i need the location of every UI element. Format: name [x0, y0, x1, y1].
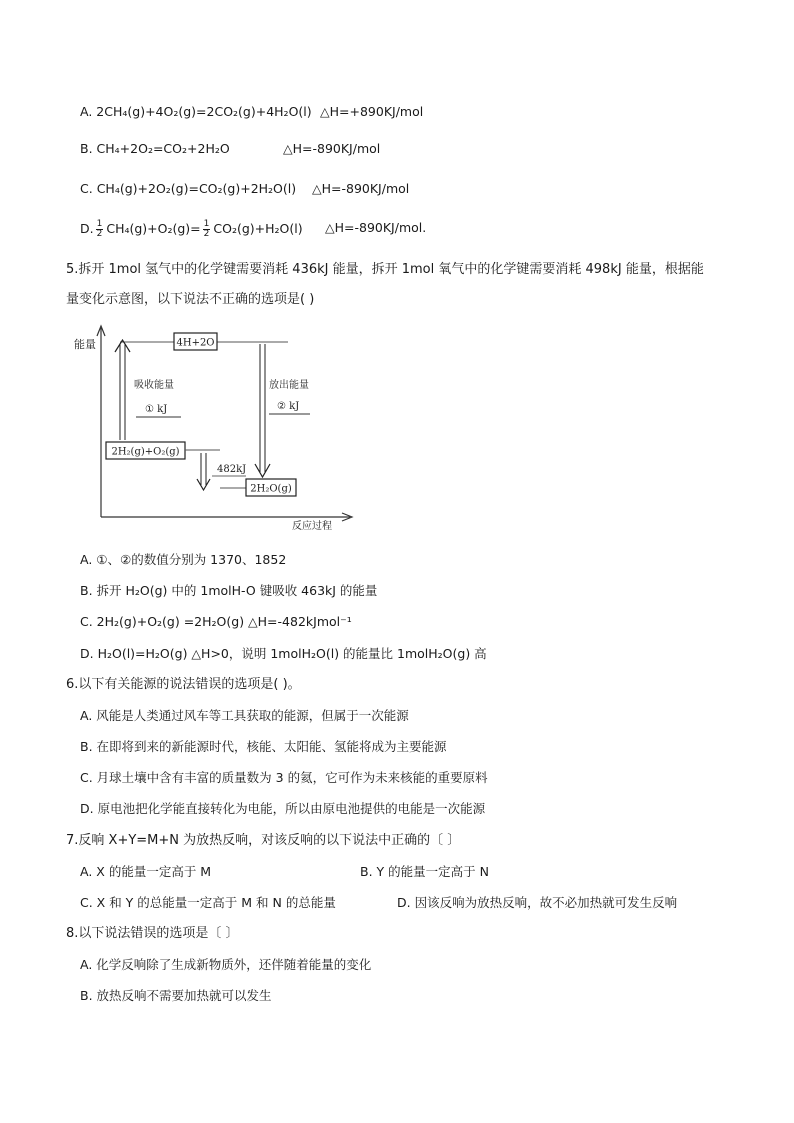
- q4-option-b-label: B.: [80, 141, 93, 156]
- delta-energy-label: 482kJ: [217, 464, 247, 475]
- q4-option-d-fraction-2: $\frac{1}{2}$: [203, 219, 210, 239]
- absorb-energy-value: ① kJ: [145, 404, 168, 415]
- q6-option-a: A. 风能是人类通过风车等工具获取的能源，但属于一次能源: [80, 708, 409, 723]
- bottom-box-label: 2H₂O(g): [250, 483, 292, 495]
- q4-option-c: [80, 181, 410, 197]
- q7-option-b: B. Y 的能量一定高于 N: [360, 864, 489, 879]
- q5-stem-line1: 5.拆开 1mol 氢气中的化学键需要消耗 436kJ 能量，拆开 1mol 氧气中的化学键需要消耗 498kJ 能量，根据能: [66, 262, 704, 277]
- q4-option-d-equation-part1: CH₄(g)+O₂(g)=: [106, 221, 201, 236]
- q7-option-c: C. X 和 Y 的总能量一定高于 M 和 N 的总能量: [80, 895, 336, 910]
- release-arrow-icon: [255, 464, 270, 477]
- q4-option-a-enthalpy: △H=+890KJ/mol: [320, 104, 424, 119]
- q4-option-d-enthalpy: △H=-890KJ/mol.: [325, 220, 427, 235]
- q6-option-d: D. 原电池把化学能直接转化为电能，所以由原电池提供的电能是一次能源: [80, 801, 486, 816]
- q4-option-a: [80, 104, 424, 120]
- release-energy-label: 放出能量: [269, 380, 309, 391]
- q6-option-c: C. 月球土壤中含有丰富的质量数为 3 的氦，它可作为未来核能的重要原料: [80, 770, 488, 785]
- q7-option-a: A. X 的能量一定高于 M: [80, 864, 212, 879]
- q7-option-d: D. 因该反响为放热反响，故不必加热就可发生反响: [397, 895, 678, 910]
- q4-option-c-enthalpy: △H=-890KJ/mol: [312, 181, 410, 196]
- q8-option-a: A. 化学反响除了生成新物质外，还伴随着能量的变化: [80, 957, 372, 972]
- q7-stem: 7.反响 X+Y=M+N 为放热反响，对该反响的以下说法中正确的〔 〕: [66, 833, 461, 848]
- q5-option-a: A. ①、②的数值分别为 1370、1852: [80, 552, 287, 567]
- q4-option-d-equation-part2: CO₂(g)+H₂O(l): [213, 221, 303, 236]
- q4-option-d-label: D.: [80, 221, 94, 236]
- top-box-label: 4H+2O: [176, 337, 215, 349]
- release-energy-value: ② kJ: [277, 401, 300, 412]
- q6-option-b: B. 在即将到来的新能源时代，核能、太阳能、氢能将成为主要能源: [80, 739, 447, 754]
- q4-option-c-label: C.: [80, 181, 93, 196]
- q4-option-b-equation: CH₄+2O₂=CO₂+2H₂O: [96, 141, 230, 156]
- q8-option-b: B. 放热反响不需要加热就可以发生: [80, 988, 272, 1003]
- x-axis-label: 反应过程: [292, 521, 332, 530]
- energy-level-diagram: [70, 322, 370, 530]
- y-axis-label: 能量: [74, 338, 96, 351]
- q4-option-b: [80, 141, 381, 157]
- q4-option-d: [80, 219, 427, 239]
- q4-option-a-label: A.: [80, 104, 93, 119]
- q5-option-b: B. 拆开 H₂O(g) 中的 1molH-O 键吸收 463kJ 的能量: [80, 583, 378, 598]
- delta-arrow-icon: [197, 479, 210, 490]
- q8-stem: 8.以下说法错误的选项是〔 〕: [66, 926, 239, 941]
- q5-option-d: D. H₂O(l)=H₂O(g) △H>0，说明 1molH₂O(l) 的能量比 1molH₂O(g) 高: [80, 646, 487, 661]
- q6-stem: 6.以下有关能源的说法错误的选项是( )。: [66, 677, 301, 692]
- q4-option-a-equation: 2CH₄(g)+4O₂(g)=2CO₂(g)+4H₂O(l): [96, 104, 312, 119]
- middle-box-label: 2H₂(g)+O₂(g): [111, 446, 180, 458]
- absorb-energy-label: 吸收能量: [134, 380, 174, 391]
- q4-option-d-fraction-1: $\frac{1}{2}$: [96, 219, 103, 239]
- q5-option-c: C. 2H₂(g)+O₂(g) =2H₂O(g) △H=-482kJmol⁻¹: [80, 614, 352, 629]
- q5-stem-line2: 量变化示意图，以下说法不正确的选项是( ): [66, 292, 315, 307]
- q4-option-b-enthalpy: △H=-890KJ/mol: [283, 141, 381, 156]
- q4-option-c-equation: CH₄(g)+2O₂(g)=CO₂(g)+2H₂O(l): [96, 181, 297, 196]
